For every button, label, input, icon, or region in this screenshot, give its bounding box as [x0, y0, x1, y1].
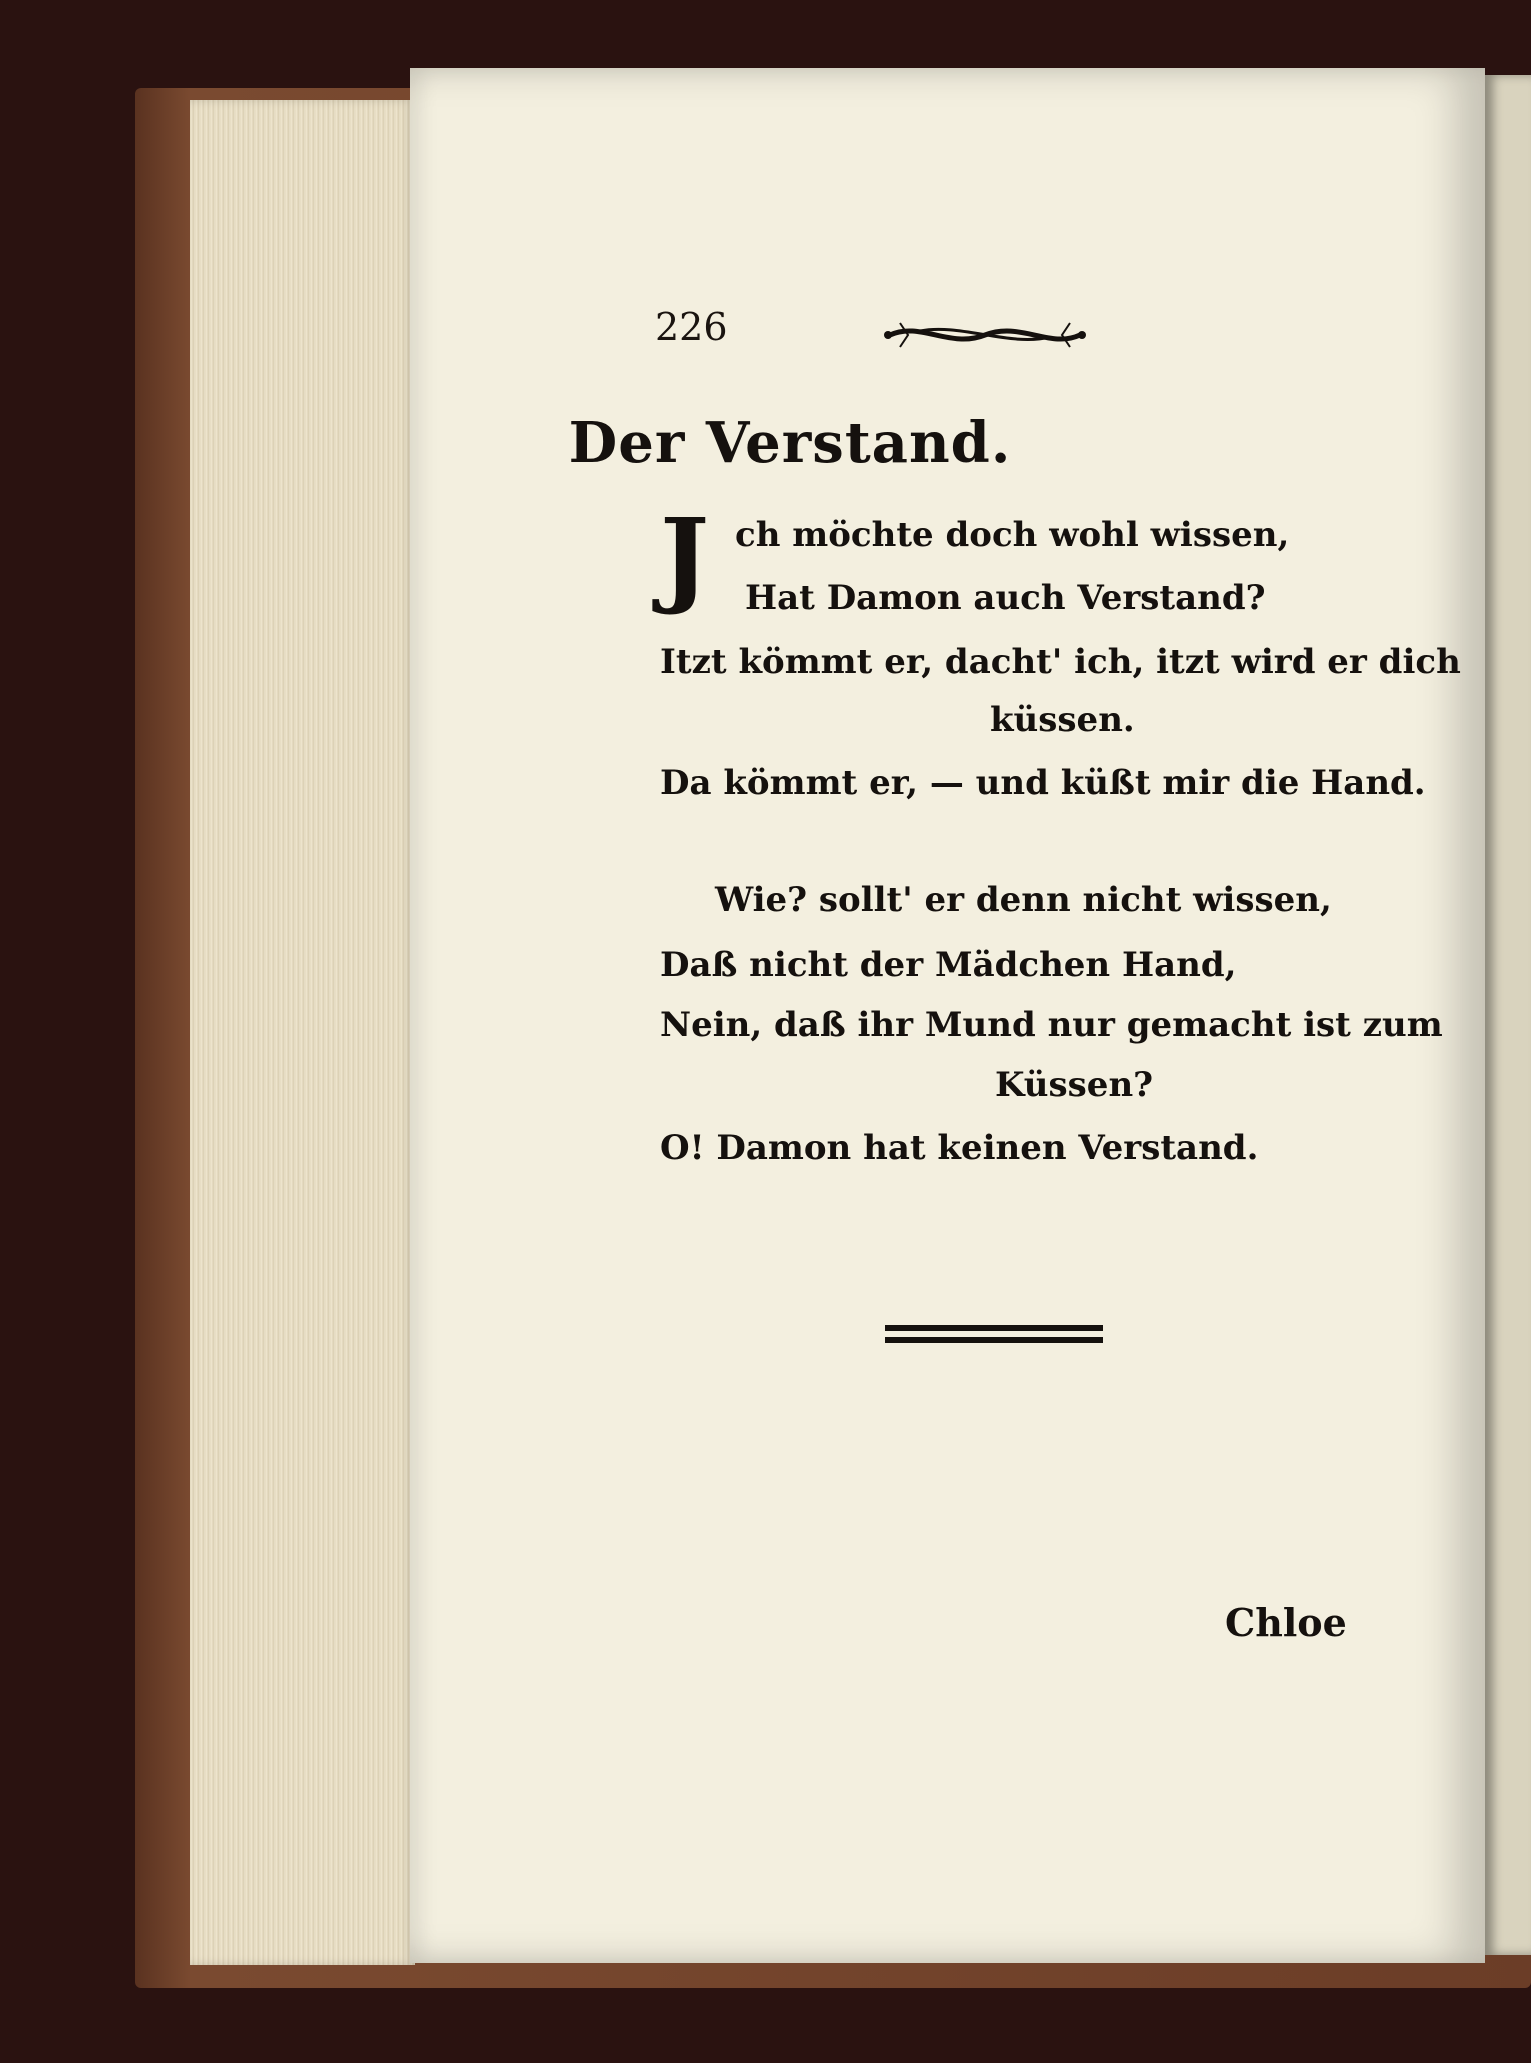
poem-line: Wie? sollt' er denn nicht wissen, — [715, 880, 1332, 920]
page-edges — [190, 100, 415, 1965]
ornament-icon — [880, 313, 1090, 357]
poem-line: Itzt kömmt er, dacht' ich, itzt wird er dich — [660, 642, 1461, 682]
poem-line: ch möchte doch wohl wissen, — [735, 515, 1290, 555]
facing-page-edge — [1485, 75, 1531, 1955]
page-number: 226 — [655, 305, 728, 349]
poem-line: küssen. — [990, 700, 1135, 740]
poem-title: Der Verstand. — [568, 410, 1012, 476]
closing-rule — [885, 1325, 1103, 1351]
poem-line: Hat Damon auch Verstand? — [745, 578, 1266, 618]
drop-cap: J — [660, 495, 710, 618]
poem-line: Küssen? — [995, 1065, 1154, 1105]
poem-line: Da kömmt er, — und küßt mir die Hand. — [660, 763, 1426, 803]
page-header — [655, 305, 1115, 365]
poem-line: O! Damon hat keinen Verstand. — [660, 1128, 1259, 1168]
poem-line: Daß nicht der Mädchen Hand, — [660, 945, 1237, 985]
catchword: Chloe — [1225, 1600, 1347, 1645]
poem-line: Nein, daß ihr Mund nur gemacht ist zum — [660, 1005, 1443, 1045]
